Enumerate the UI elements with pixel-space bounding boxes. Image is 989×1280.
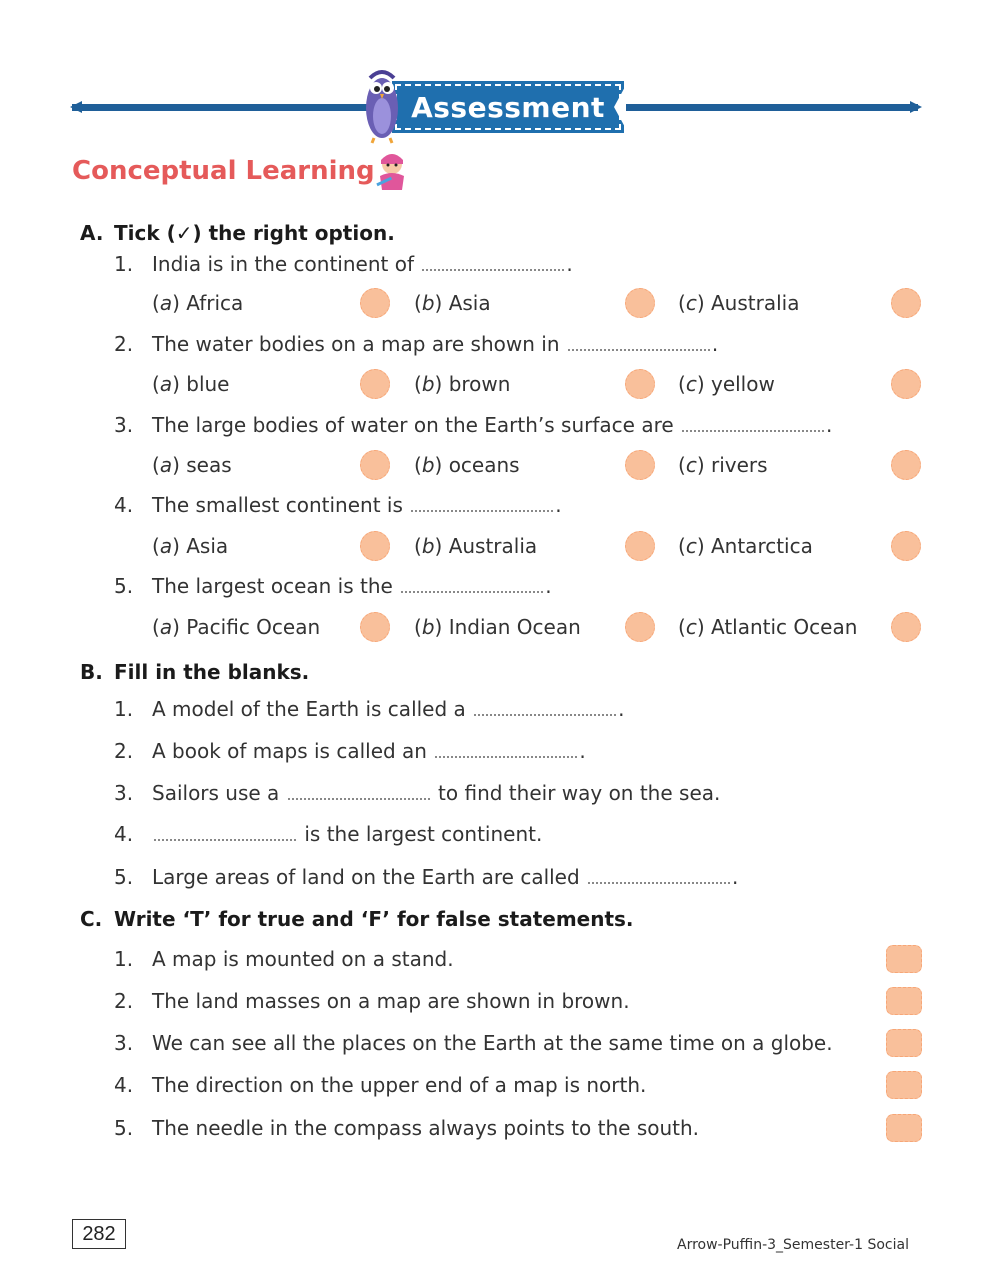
question-text: The largest ocean is the (152, 574, 393, 598)
section-letter: C. (80, 907, 103, 931)
option-a5-b: (b) Indian Ocean (414, 615, 581, 639)
answer-blank[interactable] (588, 878, 730, 884)
option-a4-a: (a) Asia (152, 534, 229, 558)
option-text: Indian Ocean (448, 615, 581, 639)
question-text: The land masses on a map are shown in brown. (152, 989, 630, 1013)
question-number: 1. (114, 252, 134, 276)
option-a3-b: (b) oceans (414, 453, 520, 477)
option-letter: c (685, 615, 697, 639)
option-a4-b: (b) Australia (414, 534, 538, 558)
page-title: Assessment (411, 90, 605, 124)
option-a5-a: (a) Pacific Ocean (152, 615, 321, 639)
option-letter: c (685, 534, 697, 558)
option-a2-b: (b) brown (414, 372, 511, 396)
answer-blank[interactable] (435, 752, 577, 758)
question-text: The needle in the compass always points to the south. (152, 1116, 700, 1140)
question-number: 4. (114, 1073, 134, 1097)
true-false-box[interactable] (886, 1071, 922, 1099)
option-letter: a (159, 291, 173, 315)
tick-circle[interactable] (891, 288, 921, 318)
section-b-heading (80, 660, 309, 684)
question-c1 (114, 947, 454, 971)
question-a5 (114, 574, 552, 598)
section-c-heading (80, 907, 634, 931)
tick-circle[interactable] (891, 531, 921, 561)
question-number: 3. (114, 1031, 134, 1055)
option-text: Atlantic Ocean (710, 615, 858, 639)
question-text-end: is the largest continent. (304, 822, 543, 846)
option-a3-c: (c) rivers (678, 453, 768, 477)
tick-circle[interactable] (625, 288, 655, 318)
question-number: 4. (114, 493, 134, 517)
answer-blank[interactable] (401, 587, 543, 593)
question-text-end: . (618, 697, 625, 721)
question-b2 (114, 739, 586, 763)
question-text: The smallest continent is (152, 493, 403, 517)
question-number: 1. (114, 947, 134, 971)
question-text: The water bodies on a map are shown in (152, 332, 560, 356)
question-b1 (114, 697, 625, 721)
option-text: Africa (186, 291, 244, 315)
question-text: Large areas of land on the Earth are called (152, 865, 580, 889)
section-heading-text: Tick (✓) the right option. (114, 221, 395, 245)
question-text: India is in the continent of (152, 252, 414, 276)
section-letter: A. (80, 221, 104, 245)
option-a2-c: (c) yellow (678, 372, 775, 396)
section-letter: B. (80, 660, 103, 684)
section-heading-text: Write ‘T’ for true and ‘F’ for false statements. (114, 907, 634, 931)
question-text-end: . (711, 332, 719, 356)
answer-blank[interactable] (568, 345, 710, 351)
question-text-end: . (732, 865, 739, 889)
option-letter: c (685, 291, 697, 315)
question-number: 3. (114, 781, 134, 805)
question-text-end: . (579, 739, 586, 763)
question-b3 (114, 781, 720, 805)
question-text: The direction on the upper end of a map is north. (152, 1073, 647, 1097)
question-number: 2. (114, 739, 134, 763)
question-a1 (114, 252, 573, 276)
option-letter: a (159, 453, 173, 477)
question-text-end: . (826, 413, 833, 437)
option-text: Pacific Ocean (186, 615, 321, 639)
header-rule-right-tip (910, 101, 922, 113)
question-c4 (114, 1073, 646, 1097)
question-number: 5. (114, 574, 134, 598)
option-letter: c (685, 453, 697, 477)
girl-character-icon (372, 150, 412, 192)
question-text-end: . (545, 574, 552, 598)
option-text: Australia (710, 291, 800, 315)
option-letter: b (421, 291, 435, 315)
answer-blank[interactable] (288, 794, 430, 800)
option-letter: c (685, 372, 697, 396)
option-letter: a (159, 372, 173, 396)
header-banner (395, 84, 621, 130)
question-c2 (114, 989, 630, 1013)
option-letter: b (421, 453, 435, 477)
question-number: 4. (114, 822, 134, 846)
option-text: oceans (448, 453, 520, 477)
section-a-heading (80, 221, 395, 245)
tick-circle[interactable] (360, 450, 390, 480)
tick-circle[interactable] (891, 612, 921, 642)
tick-circle[interactable] (891, 450, 921, 480)
question-text-end: . (555, 493, 562, 517)
section-title: Conceptual Learning (72, 156, 375, 186)
question-number: 5. (114, 1116, 134, 1140)
answer-blank[interactable] (154, 835, 296, 841)
section-heading-text: Fill in the blanks. (114, 660, 310, 684)
true-false-box[interactable] (886, 945, 922, 973)
option-text: Asia (448, 291, 491, 315)
question-a4 (114, 493, 562, 517)
question-text: Sailors use a (152, 781, 280, 805)
option-a5-c: (c) Atlantic Ocean (678, 615, 858, 639)
question-number: 2. (114, 989, 134, 1013)
option-letter: b (421, 372, 435, 396)
option-text: Antarctica (710, 534, 813, 558)
page-number: 282 (72, 1219, 126, 1249)
option-text: blue (186, 372, 230, 396)
question-a2 (114, 332, 718, 356)
option-letter: b (421, 615, 435, 639)
true-false-box[interactable] (886, 987, 922, 1015)
option-a1-a: (a) Africa (152, 291, 244, 315)
banner-notch (614, 85, 626, 129)
tick-circle[interactable] (360, 612, 390, 642)
tick-circle[interactable] (625, 450, 655, 480)
question-c3 (114, 1031, 833, 1055)
option-text: Asia (186, 534, 229, 558)
tick-circle[interactable] (360, 369, 390, 399)
question-text: A book of maps is called an (152, 739, 427, 763)
answer-blank[interactable] (474, 710, 616, 716)
option-text: brown (448, 372, 511, 396)
header-rule-left-tip (70, 101, 82, 113)
question-text: A model of the Earth is called a (152, 697, 466, 721)
true-false-box[interactable] (886, 1029, 922, 1057)
tick-circle[interactable] (360, 288, 390, 318)
tick-circle[interactable] (625, 531, 655, 561)
option-a1-c: (c) Australia (678, 291, 800, 315)
option-text: rivers (710, 453, 768, 477)
question-b4 (114, 822, 542, 846)
option-a2-a: (a) blue (152, 372, 230, 396)
true-false-box[interactable] (886, 1114, 922, 1142)
tick-circle[interactable] (360, 531, 390, 561)
question-b5 (114, 865, 738, 889)
question-text: We can see all the places on the Earth at the same time on a globe. (152, 1031, 833, 1055)
answer-blank[interactable] (422, 265, 564, 271)
option-text: seas (186, 453, 232, 477)
question-text: A map is mounted on a stand. (152, 947, 454, 971)
option-text: Australia (448, 534, 538, 558)
question-text-end: . (566, 252, 573, 276)
question-number: 1. (114, 697, 134, 721)
option-letter: a (159, 534, 173, 558)
option-a4-c: (c) Antarctica (678, 534, 813, 558)
question-number: 5. (114, 865, 134, 889)
bird-mascot-icon (360, 68, 406, 144)
option-letter: b (421, 534, 435, 558)
question-number: 2. (114, 332, 134, 356)
book-footer: Arrow-Puffin-3_Semester-1 Social (677, 1237, 909, 1253)
question-a3 (114, 413, 832, 437)
option-a1-b: (b) Asia (414, 291, 491, 315)
option-letter: a (159, 615, 173, 639)
tick-circle[interactable] (625, 612, 655, 642)
tick-circle[interactable] (891, 369, 921, 399)
option-a3-a: (a) seas (152, 453, 232, 477)
answer-blank[interactable] (682, 426, 824, 432)
question-number: 3. (114, 413, 134, 437)
tick-circle[interactable] (625, 369, 655, 399)
option-text: yellow (710, 372, 775, 396)
question-text: The large bodies of water on the Earth’s surface are (152, 413, 674, 437)
answer-blank[interactable] (411, 506, 553, 512)
question-text-end: to find their way on the sea. (438, 781, 721, 805)
question-c5 (114, 1116, 699, 1140)
